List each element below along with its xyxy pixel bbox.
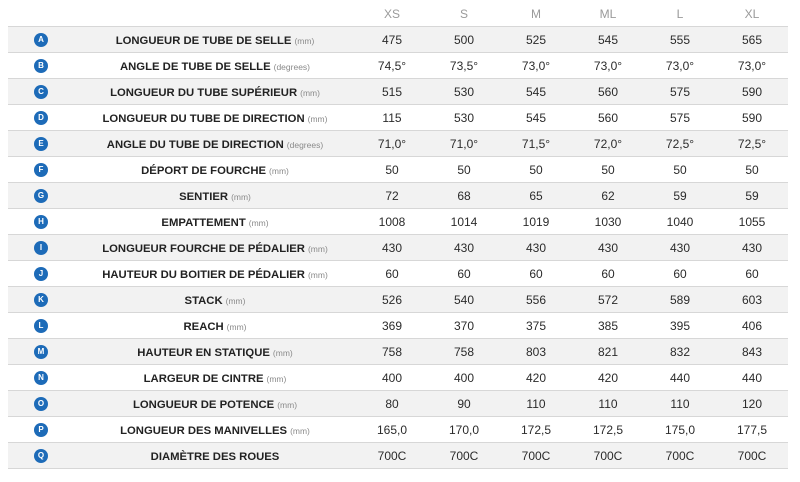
measurement-label: HAUTEUR EN STATIQUE	[137, 346, 270, 359]
value-cell: 60	[500, 261, 572, 287]
geometry-table	[8, 2, 788, 469]
table-row	[8, 157, 788, 183]
value-cell: 172,5	[572, 417, 644, 443]
measurement-label: EMPATTEMENT	[161, 216, 246, 229]
value-cell: 60	[356, 261, 428, 287]
measurement-label: LONGUEUR FOURCHE DE PÉDALIER	[102, 242, 305, 255]
badge-cell	[8, 183, 74, 209]
value-cell: 110	[500, 391, 572, 417]
measurement-label-cell	[74, 131, 356, 157]
measurement-badge: O	[34, 397, 48, 411]
measurement-label: DÉPORT DE FOURCHE	[141, 164, 267, 177]
value-cell: 73,0°	[572, 53, 644, 79]
value-cell: 420	[500, 365, 572, 391]
value-cell: 68	[428, 183, 500, 209]
badge-cell	[8, 261, 74, 287]
value-cell: 50	[428, 157, 500, 183]
size-header-row	[8, 2, 788, 27]
value-cell: 545	[500, 79, 572, 105]
measurement-label: LONGUEUR DE POTENCE	[132, 398, 275, 411]
value-cell: 60	[644, 261, 716, 287]
badge-cell	[8, 443, 74, 469]
measurement-label-cell	[74, 417, 356, 443]
table-row	[8, 287, 788, 313]
table-row	[8, 339, 788, 365]
value-cell: 115	[356, 105, 428, 131]
measurement-label: HAUTEUR DU BOITIER DE PÉDALIER	[102, 268, 305, 281]
value-cell: 59	[644, 183, 716, 209]
value-cell: 50	[356, 157, 428, 183]
badge-cell	[8, 53, 74, 79]
value-cell: 758	[428, 339, 500, 365]
value-cell: 1030	[572, 209, 644, 235]
measurement-badge: A	[34, 33, 48, 47]
value-cell: 530	[428, 79, 500, 105]
measurement-label-cell	[74, 339, 356, 365]
measurement-unit: (degrees)	[286, 139, 324, 150]
value-cell: 375	[500, 313, 572, 339]
table-row	[8, 443, 788, 469]
value-cell: 73,5°	[428, 53, 500, 79]
badge-cell	[8, 365, 74, 391]
value-cell: 803	[500, 339, 572, 365]
value-cell: 1040	[644, 209, 716, 235]
header-spacer	[8, 2, 74, 27]
value-cell: 700C	[572, 443, 644, 469]
value-cell: 440	[716, 365, 788, 391]
measurement-badge: M	[34, 345, 48, 359]
badge-cell	[8, 391, 74, 417]
measurement-label-cell	[74, 79, 356, 105]
value-cell: 165,0	[356, 417, 428, 443]
value-cell: 72,0°	[572, 131, 644, 157]
value-cell: 400	[356, 365, 428, 391]
measurement-label: LONGUEUR DU TUBE DE DIRECTION	[102, 112, 305, 125]
measurement-label-cell	[74, 183, 356, 209]
table-row	[8, 209, 788, 235]
value-cell: 758	[356, 339, 428, 365]
measurement-label-cell	[74, 53, 356, 79]
value-cell: 90	[428, 391, 500, 417]
measurement-badge: L	[34, 319, 48, 333]
measurement-unit: (mm)	[290, 425, 310, 436]
measurement-unit: (degrees)	[273, 61, 311, 72]
value-cell: 526	[356, 287, 428, 313]
value-cell: 65	[500, 183, 572, 209]
measurement-unit: (mm)	[231, 191, 251, 202]
value-cell: 172,5	[500, 417, 572, 443]
badge-cell	[8, 313, 74, 339]
value-cell: 71,0°	[356, 131, 428, 157]
measurement-unit: (mm)	[269, 165, 289, 176]
value-cell: 572	[572, 287, 644, 313]
value-cell: 525	[500, 27, 572, 53]
value-cell: 71,0°	[428, 131, 500, 157]
measurement-badge: I	[34, 241, 48, 255]
value-cell: 50	[500, 157, 572, 183]
value-cell: 545	[572, 27, 644, 53]
value-cell: 843	[716, 339, 788, 365]
size-header-s: S	[459, 7, 468, 21]
value-cell: 440	[644, 365, 716, 391]
value-cell: 560	[572, 105, 644, 131]
measurement-badge: F	[34, 163, 48, 177]
value-cell: 575	[644, 105, 716, 131]
measurement-unit: (mm)	[300, 87, 320, 98]
value-cell: 175,0	[644, 417, 716, 443]
badge-cell	[8, 105, 74, 131]
badge-cell	[8, 209, 74, 235]
table-row	[8, 79, 788, 105]
measurement-badge: K	[34, 293, 48, 307]
measurement-badge: J	[34, 267, 48, 281]
value-cell: 370	[428, 313, 500, 339]
value-cell: 475	[356, 27, 428, 53]
value-cell: 530	[428, 105, 500, 131]
measurement-badge: C	[34, 85, 48, 99]
value-cell: 500	[428, 27, 500, 53]
measurement-label: ANGLE DE TUBE DE SELLE	[119, 60, 271, 73]
value-cell: 700C	[500, 443, 572, 469]
measurement-label-cell	[74, 443, 356, 469]
measurement-unit: (mm)	[307, 113, 328, 124]
value-cell: 555	[644, 27, 716, 53]
value-cell: 62	[572, 183, 644, 209]
value-cell: 71,5°	[500, 131, 572, 157]
value-cell: 565	[716, 27, 788, 53]
header-spacer	[74, 2, 356, 27]
geometry-body	[8, 27, 788, 469]
value-cell: 700C	[644, 443, 716, 469]
value-cell: 406	[716, 313, 788, 339]
measurement-badge: E	[34, 137, 48, 151]
value-cell: 60	[428, 261, 500, 287]
value-cell: 72,5°	[716, 131, 788, 157]
value-cell: 515	[356, 79, 428, 105]
value-cell: 420	[572, 365, 644, 391]
measurement-badge: B	[34, 59, 48, 73]
value-cell: 73,0°	[644, 53, 716, 79]
size-header-l: L	[676, 7, 684, 21]
value-cell: 177,5	[716, 417, 788, 443]
table-row	[8, 105, 788, 131]
measurement-label: LONGUEUR DES MANIVELLES	[120, 424, 288, 437]
value-cell: 1055	[716, 209, 788, 235]
measurement-unit: (mm)	[307, 269, 328, 280]
value-cell: 430	[716, 235, 788, 261]
value-cell: 590	[716, 105, 788, 131]
measurement-unit: (mm)	[277, 399, 298, 410]
value-cell: 589	[644, 287, 716, 313]
value-cell: 1019	[500, 209, 572, 235]
value-cell: 50	[644, 157, 716, 183]
badge-cell	[8, 417, 74, 443]
measurement-label: LARGEUR DE CINTRE	[143, 372, 264, 385]
value-cell: 120	[716, 391, 788, 417]
value-cell: 369	[356, 313, 428, 339]
measurement-label-cell	[74, 313, 356, 339]
value-cell: 72	[356, 183, 428, 209]
measurement-badge: D	[34, 111, 48, 125]
value-cell: 821	[572, 339, 644, 365]
value-cell: 60	[572, 261, 644, 287]
value-cell: 395	[644, 313, 716, 339]
value-cell: 110	[572, 391, 644, 417]
value-cell: 400	[428, 365, 500, 391]
measurement-label: LONGUEUR DE TUBE DE SELLE	[115, 34, 292, 47]
measurement-label-cell	[74, 27, 356, 53]
value-cell: 170,0	[428, 417, 500, 443]
measurement-unit: (mm)	[294, 35, 315, 46]
value-cell: 430	[428, 235, 500, 261]
value-cell: 575	[644, 79, 716, 105]
measurement-label-cell	[74, 391, 356, 417]
measurement-label-cell	[74, 261, 356, 287]
value-cell: 430	[644, 235, 716, 261]
measurement-label: LONGUEUR DU TUBE SUPÉRIEUR	[110, 86, 298, 99]
size-header-xl: XL	[744, 7, 760, 21]
value-cell: 700C	[428, 443, 500, 469]
value-cell: 700C	[356, 443, 428, 469]
measurement-label-cell	[74, 235, 356, 261]
value-cell: 430	[356, 235, 428, 261]
size-header-ml: ML	[599, 7, 617, 21]
badge-cell	[8, 131, 74, 157]
measurement-badge: P	[34, 423, 48, 437]
table-row	[8, 27, 788, 53]
size-header-xs: XS	[383, 7, 400, 21]
value-cell: 603	[716, 287, 788, 313]
measurement-label-cell	[74, 365, 356, 391]
table-row	[8, 391, 788, 417]
table-row	[8, 313, 788, 339]
value-cell: 50	[572, 157, 644, 183]
table-row	[8, 53, 788, 79]
value-cell: 110	[644, 391, 716, 417]
measurement-badge: N	[34, 371, 48, 385]
value-cell: 50	[716, 157, 788, 183]
measurement-badge: G	[34, 189, 48, 203]
measurement-label: REACH	[183, 320, 224, 333]
value-cell: 73,0°	[716, 53, 788, 79]
value-cell: 556	[500, 287, 572, 313]
measurement-label: ANGLE DU TUBE DE DIRECTION	[106, 138, 284, 151]
badge-cell	[8, 27, 74, 53]
value-cell: 590	[716, 79, 788, 105]
table-row	[8, 131, 788, 157]
value-cell: 430	[500, 235, 572, 261]
value-cell: 385	[572, 313, 644, 339]
badge-cell	[8, 235, 74, 261]
measurement-badge: Q	[34, 449, 48, 463]
badge-cell	[8, 287, 74, 313]
value-cell: 545	[500, 105, 572, 131]
measurement-unit: (mm)	[307, 243, 328, 254]
measurement-badge: H	[34, 215, 48, 229]
table-row	[8, 261, 788, 287]
value-cell: 700C	[716, 443, 788, 469]
size-header-m: M	[531, 7, 541, 21]
measurement-label: STACK	[184, 294, 223, 307]
measurement-unit: (mm)	[225, 295, 246, 306]
measurement-label-cell	[74, 287, 356, 313]
value-cell: 832	[644, 339, 716, 365]
value-cell: 430	[572, 235, 644, 261]
badge-cell	[8, 79, 74, 105]
measurement-label: DIAMÈTRE DES ROUES	[150, 450, 280, 463]
badge-cell	[8, 339, 74, 365]
value-cell: 74,5°	[356, 53, 428, 79]
value-cell: 1014	[428, 209, 500, 235]
value-cell: 73,0°	[500, 53, 572, 79]
measurement-label-cell	[74, 209, 356, 235]
value-cell: 59	[716, 183, 788, 209]
value-cell: 80	[356, 391, 428, 417]
value-cell: 1008	[356, 209, 428, 235]
table-row	[8, 365, 788, 391]
measurement-unit: (mm)	[266, 373, 287, 384]
measurement-label: SENTIER	[179, 190, 229, 203]
value-cell: 72,5°	[644, 131, 716, 157]
table-row	[8, 417, 788, 443]
table-row	[8, 235, 788, 261]
measurement-unit: (mm)	[272, 347, 293, 358]
badge-cell	[8, 157, 74, 183]
measurement-label-cell	[74, 105, 356, 131]
value-cell: 560	[572, 79, 644, 105]
value-cell: 60	[716, 261, 788, 287]
measurement-unit: (mm)	[226, 321, 247, 332]
measurement-unit: (mm)	[248, 217, 269, 228]
value-cell: 540	[428, 287, 500, 313]
measurement-label-cell	[74, 157, 356, 183]
table-row	[8, 183, 788, 209]
